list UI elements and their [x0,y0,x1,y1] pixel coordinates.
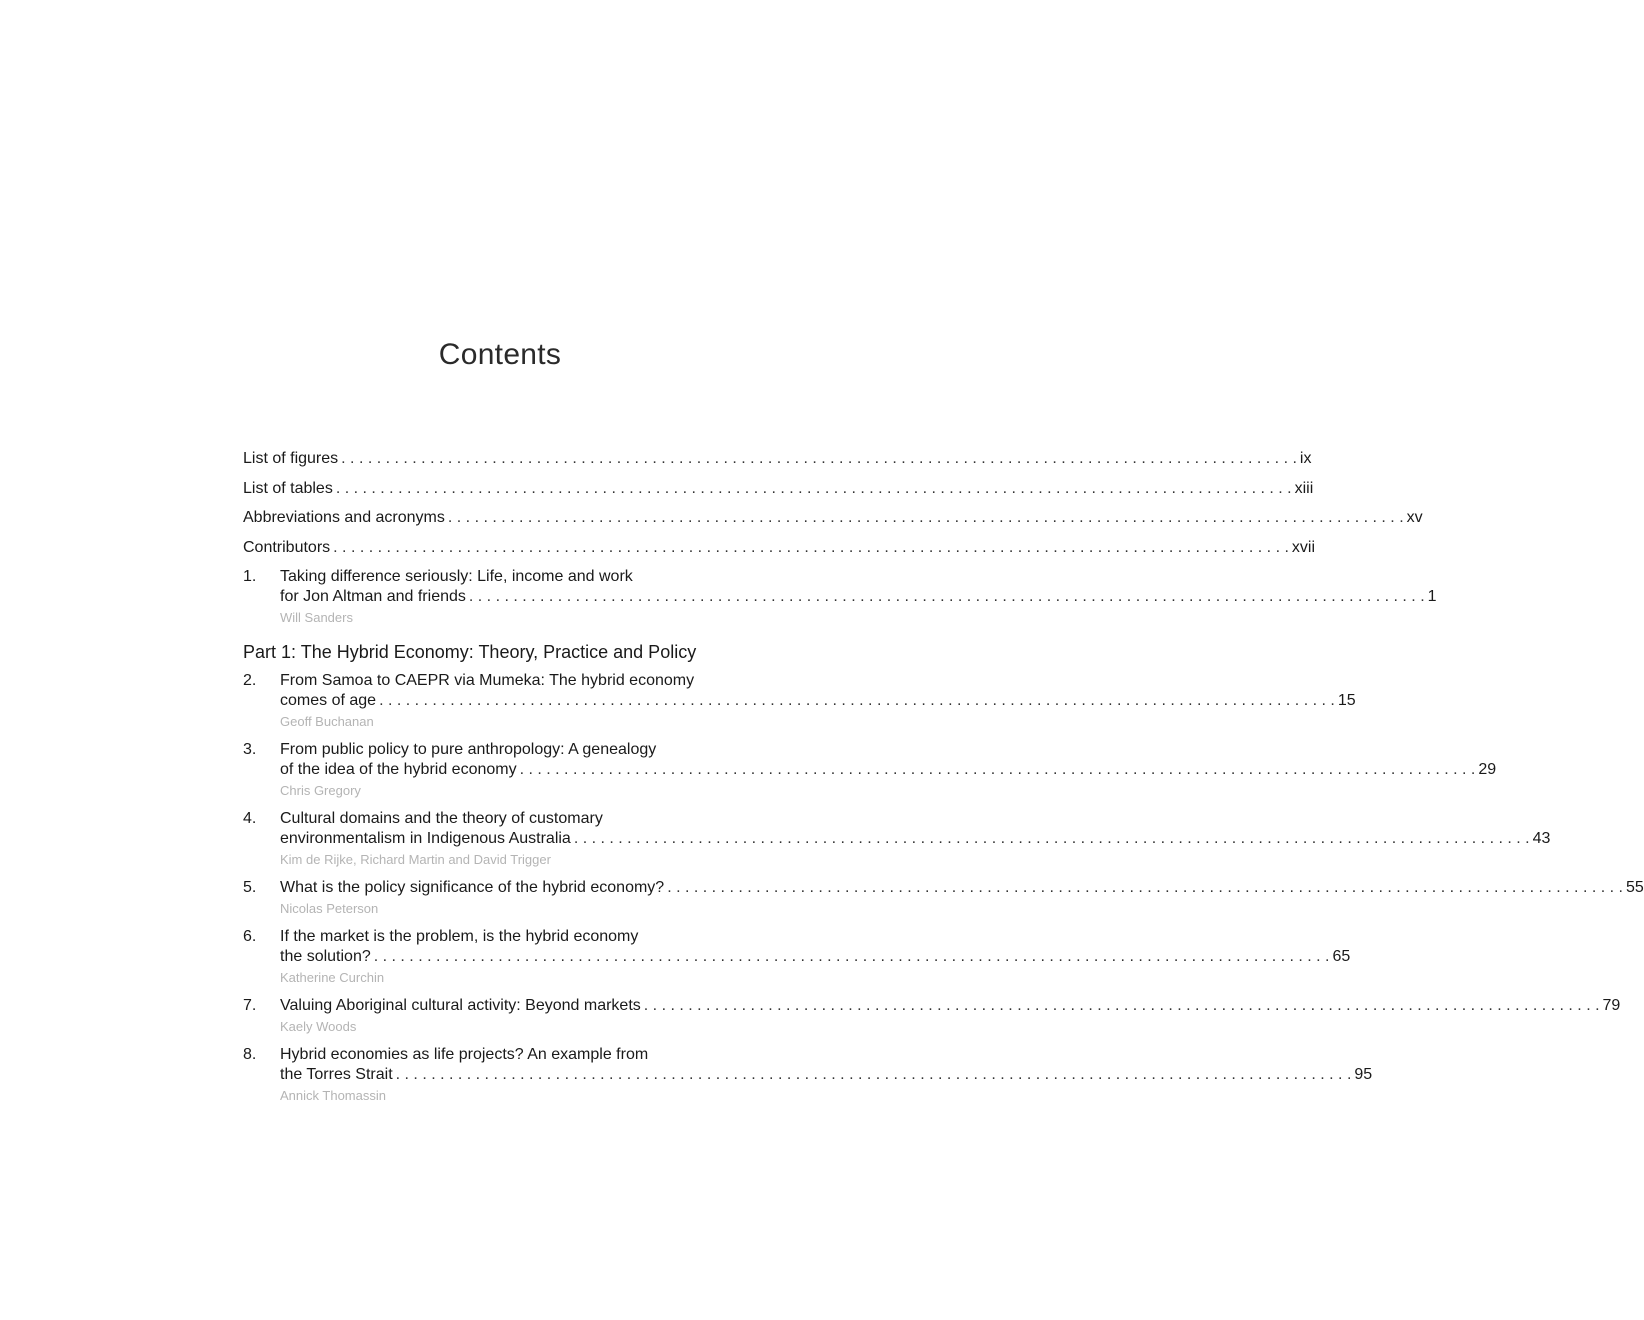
toc-page-number: 1 [1427,588,1437,605]
chapter-title-text: for Jon Altman and friends [280,588,466,605]
chapter-title-line: Taking difference seriously: Life, income and work [280,568,633,585]
chapter-title-text: the solution? [280,948,371,965]
toc-page-number: ix [1299,450,1312,467]
dot-leader [379,691,1335,711]
dot-leader [469,587,1425,607]
chapter-title-last-line [280,760,1496,780]
chapter-title-text: of the idea of the hybrid economy [280,761,517,778]
dot-leader [520,760,1476,780]
chapter-title-last-line [280,1065,1372,1085]
toc-chapter-2[interactable] [243,671,1356,732]
toc-page-number: 29 [1478,761,1497,778]
chapter-author: Kim de Rijke, Richard Martin and David Trigger [280,852,551,867]
page-title: Contents [438,338,562,371]
chapter-author: Katherine Curchin [280,970,385,985]
chapter-author: Will Sanders [280,610,353,625]
chapter-title-last-line [280,587,1437,607]
chapter-author: Geoff Buchanan [280,714,374,729]
toc-entry-label: Contributors [243,538,331,556]
toc-chapter-1[interactable] [243,567,1437,628]
chapter-title-last-line [280,878,1644,898]
toc-chapter-6[interactable] [243,927,1351,988]
toc-page-number: xv [1406,509,1423,526]
chapter-title-last-line [280,829,1550,849]
chapter-number: 5. [243,879,257,896]
chapter-title-text: environmentalism in Indigenous Australia [280,830,571,847]
toc-entry-label: List of figures [243,450,339,467]
chapter-number: 4. [243,810,257,827]
chapter-number: 6. [243,928,257,945]
table-of-contents [243,449,1644,1114]
part-heading: Part 1: The Hybrid Economy: Theory, Practice and Policy [243,642,697,662]
chapter-number: 8. [243,1046,257,1063]
toc-page-number: xiii [1294,479,1314,497]
toc-page-number: 65 [1332,948,1351,965]
toc-entry-abbreviations[interactable] [243,508,1423,528]
chapter-title-line: If the market is the problem, is the hybrid economy [280,928,639,945]
toc-entry-list-of-tables[interactable] [243,479,1314,499]
chapter-author: Chris Gregory [280,783,361,798]
chapter-title-text: What is the policy significance of the hybrid economy? [280,879,665,896]
chapter-author: Annick Thomassin [280,1088,386,1103]
dot-leader [644,996,1600,1016]
chapter-title-text: Valuing Aboriginal cultural activity: Beyond markets [280,997,641,1014]
dot-leader [396,1065,1352,1085]
chapter-number: 3. [243,741,257,758]
chapter-title-line: Hybrid economies as life projects? An example from [280,1046,649,1063]
chapter-title-line: From Samoa to CAEPR via Mumeka: The hybrid economy [280,672,695,689]
toc-page-number: 79 [1602,997,1621,1014]
toc-page-number: 43 [1532,830,1551,847]
toc-page-number: 55 [1625,879,1644,896]
toc-chapter-5[interactable] [243,878,1644,919]
chapter-number: 2. [243,672,257,689]
chapter-title-text: comes of age [280,692,377,709]
chapter-title-line: Cultural domains and the theory of customary [280,810,603,827]
chapter-title-line: From public policy to pure anthropology: A genealogy [280,741,657,758]
dot-leader [448,508,1404,528]
dot-leader [336,479,1292,499]
toc-entry-label: List of tables [243,479,333,497]
chapter-author: Nicolas Peterson [280,901,379,916]
dot-leader [374,947,1330,967]
chapter-title-last-line [280,691,1356,711]
dot-leader [574,829,1530,849]
toc-chapter-3[interactable] [243,740,1497,801]
toc-entry-label: Abbreviations and acronyms [243,509,445,526]
toc-page-number: 15 [1337,692,1356,709]
chapter-title-last-line [280,947,1350,967]
dot-leader [667,878,1623,898]
toc-entry-list-of-figures[interactable] [243,449,1312,469]
toc-page-number: 95 [1354,1066,1373,1083]
chapter-title-text: the Torres Strait [280,1066,393,1083]
chapter-title-last-line [280,996,1620,1016]
toc-page-number: xvii [1291,538,1316,556]
toc-entry-contributors[interactable] [243,538,1316,558]
chapter-number: 1. [243,568,257,585]
toc-chapter-8[interactable] [243,1045,1373,1106]
toc-chapter-7[interactable] [243,996,1621,1037]
chapter-author: Kaely Woods [280,1019,357,1034]
dot-leader [333,538,1289,558]
dot-leader [341,449,1297,469]
toc-chapter-4[interactable] [243,809,1551,870]
chapter-number: 7. [243,997,257,1014]
